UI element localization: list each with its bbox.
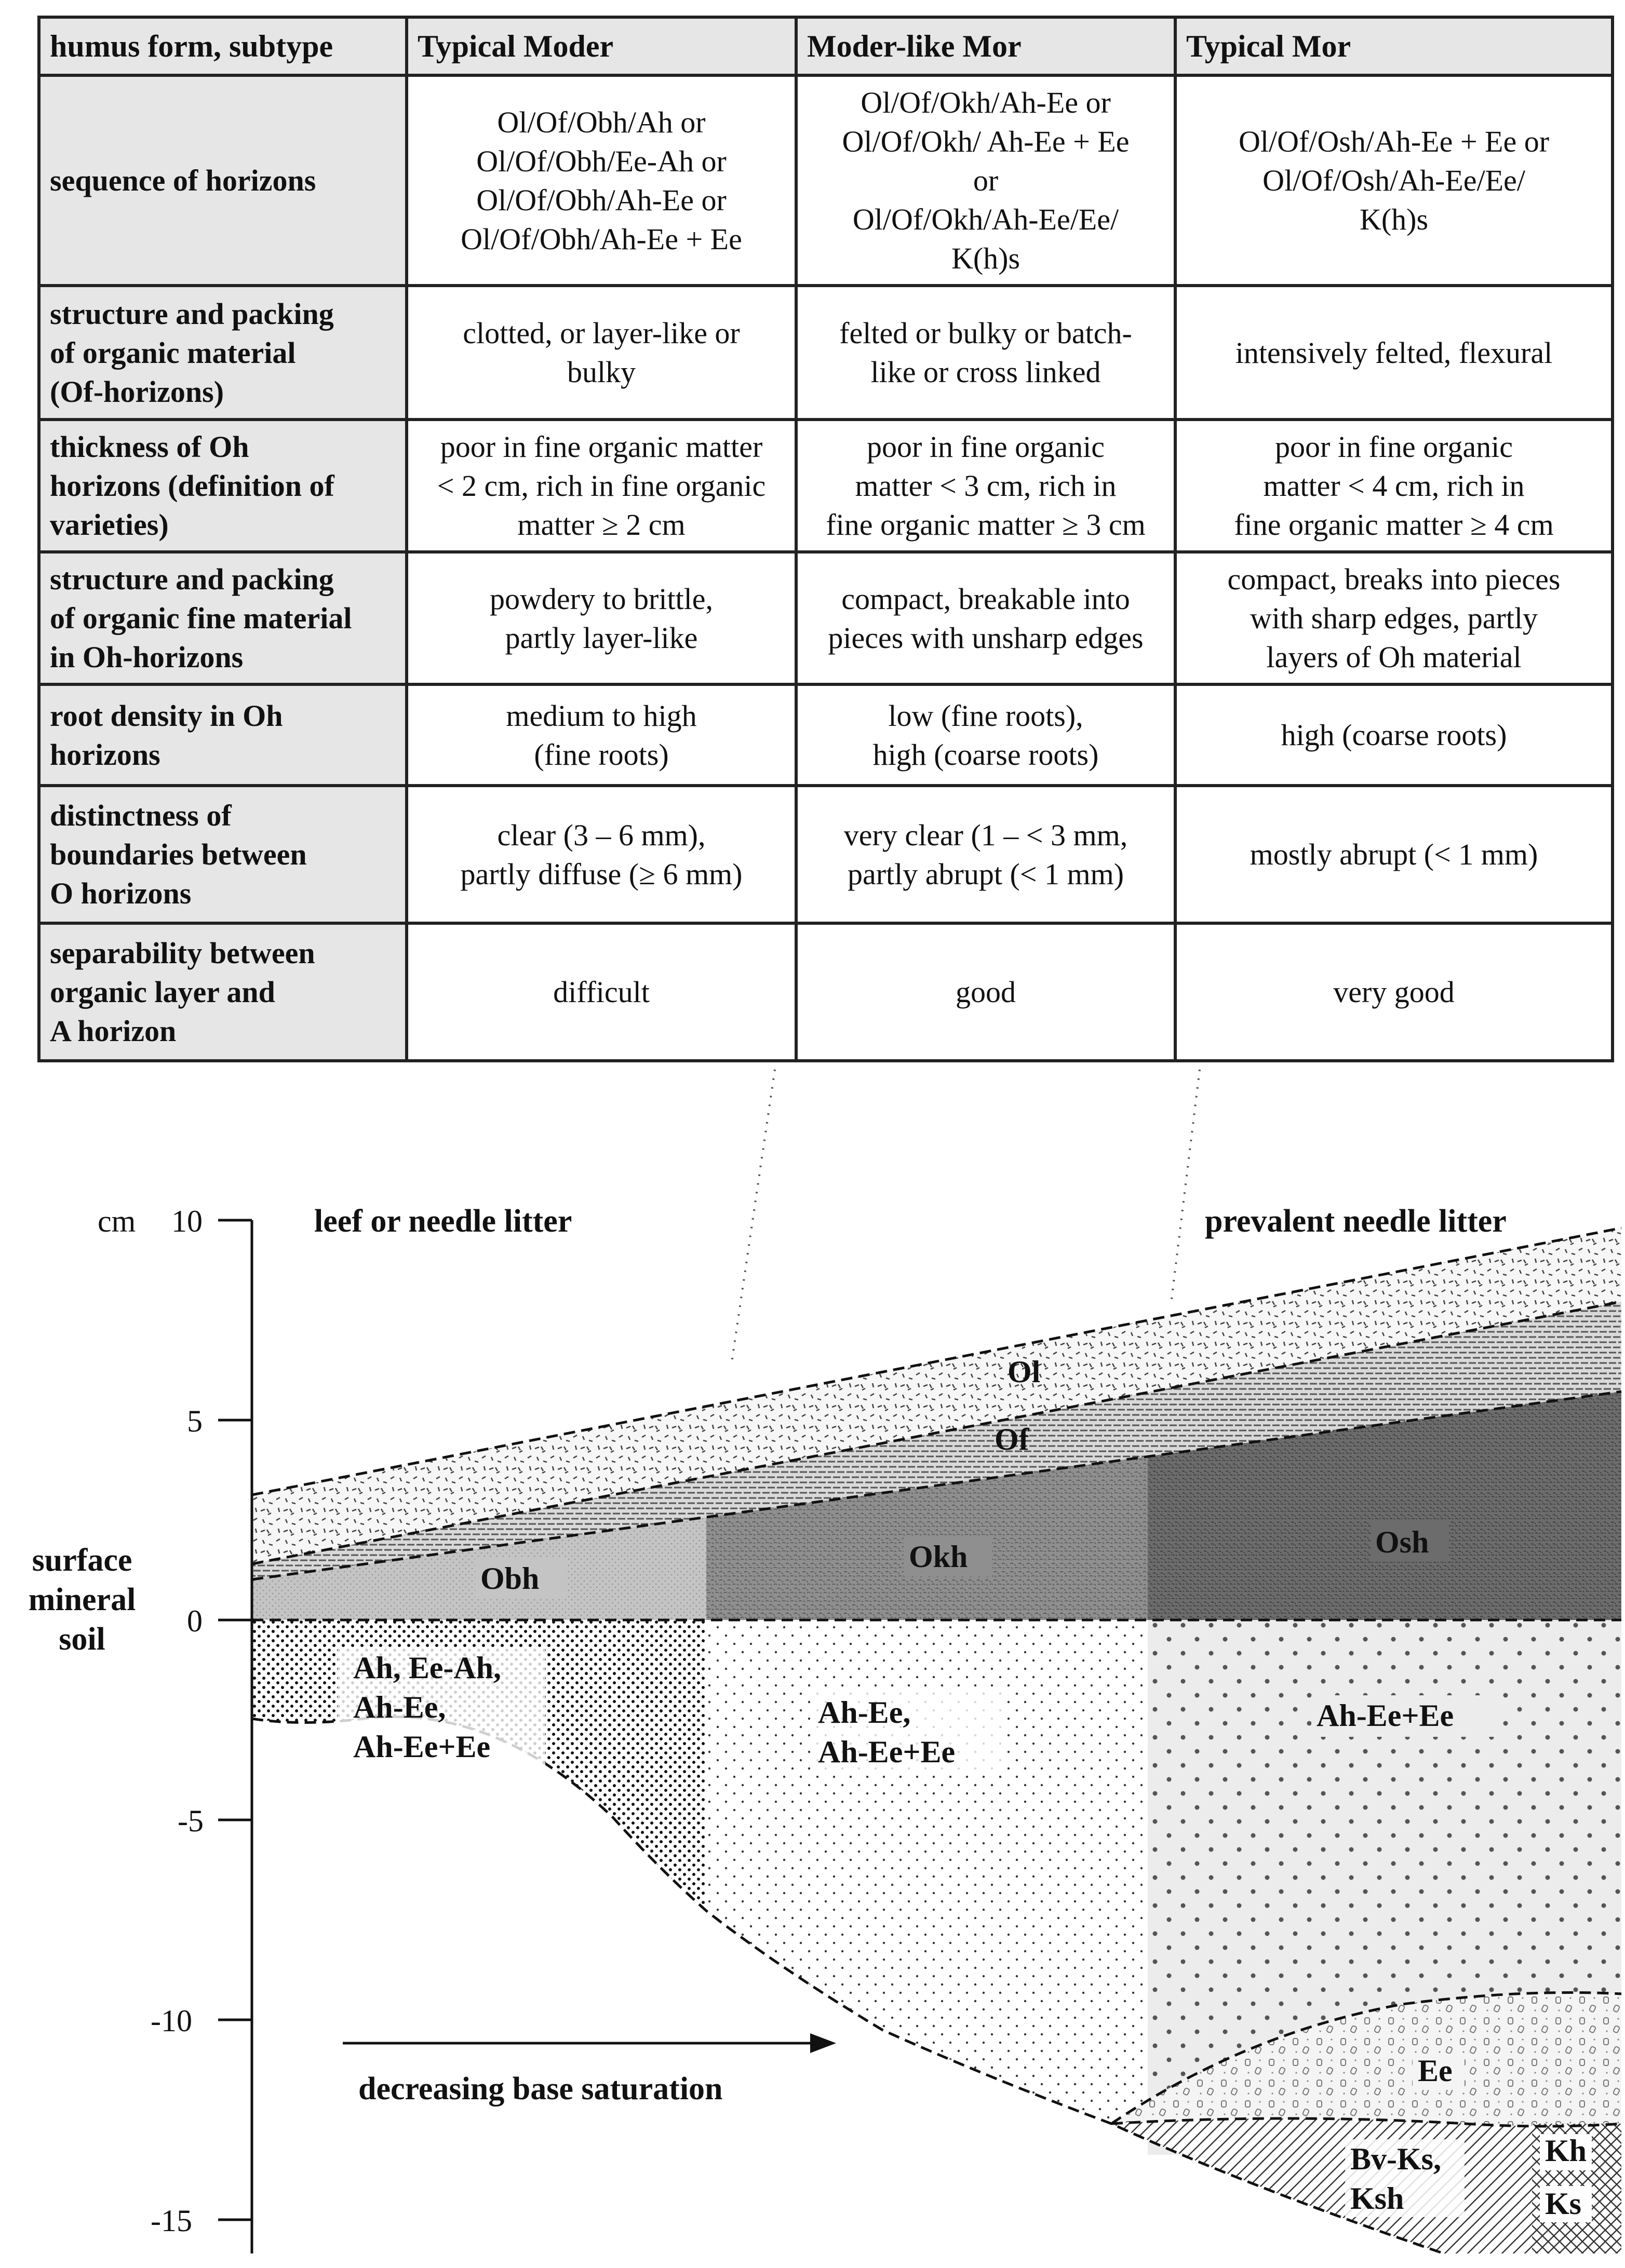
- table-cell: very good: [1175, 923, 1613, 1061]
- header-typical-moder: Typical Moder: [407, 17, 796, 75]
- row-label: structure and packing of organic material (Of-horizons): [39, 286, 407, 420]
- y-tick-label-5: 5: [187, 1404, 203, 1438]
- table-cell: felted or bulky or batch- like or cross linked: [796, 286, 1175, 420]
- header-typical-mor: Typical Mor: [1175, 17, 1613, 75]
- y-axis-unit: cm: [98, 1204, 136, 1238]
- table-cell: poor in fine organic matter < 2 cm, rich in fine organic matter ≥ 2 cm: [407, 420, 796, 552]
- table-cell: Ol/Of/Okh/Ah-Ee or Ol/Of/Okh/ Ah-Ee + Ee or Ol/Of/Okh/Ah-Ee/Ee/ K(h)s: [796, 75, 1175, 286]
- header-humus-form: humus form, subtype: [39, 17, 407, 75]
- decreasing-base-saturation-label: decreasing base saturation: [358, 2071, 723, 2107]
- table-row: [39, 923, 1613, 1061]
- moder-mineral-line-1: Ah, Ee-Ah,: [353, 1651, 502, 1685]
- label-osh: Osh: [1375, 1525, 1429, 1559]
- y-tick-label-10: 10: [171, 1204, 203, 1238]
- table-row: [39, 684, 1613, 786]
- table-cell: compact, breaks into pieces with sharp edges, partly layers of Oh material: [1175, 552, 1613, 684]
- label-ol: Ol: [1008, 1355, 1041, 1389]
- label-of: Of: [995, 1422, 1029, 1456]
- table-cell: Ol/Of/Osh/Ah-Ee + Ee or Ol/Of/Osh/Ah-Ee/Ee/ K(h)s: [1175, 75, 1613, 286]
- table-cell: clotted, or layer-like or bulky: [407, 286, 796, 420]
- surface-mineral-soil-label-1: surface: [32, 1543, 132, 1578]
- table-cell: very clear (1 – < 3 mm, partly abrupt (< 1 mm): [796, 786, 1175, 923]
- moder-mineral-line-2: Ah-Ee,: [353, 1690, 446, 1724]
- table-cell: poor in fine organic matter < 4 cm, rich in fine organic matter ≥ 4 cm: [1175, 420, 1613, 552]
- row-label: separability between organic layer and A horizon: [39, 923, 407, 1061]
- kh-label: Kh: [1545, 2134, 1587, 2168]
- table-row: [39, 75, 1613, 286]
- table-cell: poor in fine organic matter < 3 cm, rich in fine organic matter ≥ 3 cm: [796, 420, 1175, 552]
- prevalent-needle-litter-label: prevalent needle litter: [1205, 1204, 1507, 1239]
- table-cell: Ol/Of/Obh/Ah or Ol/Of/Obh/Ee-Ah or Ol/Of/Obh/Ah-Ee or Ol/Of/Obh/Ah-Ee + Ee: [407, 75, 796, 286]
- table-cell: medium to high (fine roots): [407, 684, 796, 786]
- moder-like-mineral-line-2: Ah-Ee+Ee: [818, 1735, 956, 1769]
- surface-mineral-soil-label-3: soil: [59, 1622, 105, 1657]
- header-moder-like-mor: Moder-like Mor: [796, 17, 1175, 75]
- table-cell: compact, breakable into pieces with unsharp edges: [796, 552, 1175, 684]
- row-label: root density in Oh horizons: [39, 684, 407, 786]
- moder-mineral-line-3: Ah-Ee+Ee: [353, 1730, 491, 1764]
- mor-mineral-label: Ah-Ee+Ee: [1317, 1698, 1454, 1733]
- table-header-row: [39, 17, 1613, 75]
- table-cell: difficult: [407, 923, 796, 1061]
- row-label: thickness of Oh horizons (definition of varieties): [39, 420, 407, 552]
- table-row: [39, 286, 1613, 420]
- moder-like-mineral-line-1: Ah-Ee,: [818, 1695, 911, 1730]
- table-cell: mostly abrupt (< 1 mm): [1175, 786, 1613, 923]
- moder-mineral-label: [338, 1649, 545, 1768]
- label-obh: Obh: [480, 1561, 540, 1596]
- table-cell: clear (3 – 6 mm), partly diffuse (≥ 6 mm): [407, 786, 796, 923]
- leaf-or-needle-litter-label: leef or needle litter: [314, 1204, 572, 1239]
- ks-label: Ks: [1545, 2186, 1582, 2221]
- row-label: sequence of horizons: [39, 75, 407, 286]
- table-cell: high (coarse roots): [1175, 684, 1613, 786]
- bv-ks-label-1: Bv-Ks,: [1350, 2142, 1442, 2176]
- y-tick-label-minus10: -10: [151, 2004, 192, 2038]
- table-cell: intensively felted, flexural: [1175, 286, 1613, 420]
- y-tick-label-minus5: -5: [178, 1804, 204, 1838]
- moder-like-mineral-label: [810, 1693, 1002, 1776]
- label-okh: Okh: [909, 1540, 968, 1574]
- table-row: [39, 786, 1613, 923]
- table-row: [39, 552, 1613, 684]
- dotted-guide-left: [731, 1070, 775, 1366]
- table-cell: powdery to brittle, partly layer-like: [407, 552, 796, 684]
- table-cell: good: [796, 923, 1175, 1061]
- y-axis-ticks: [218, 1220, 252, 2220]
- ee-label: Ee: [1418, 2054, 1453, 2088]
- soil-profile-diagram: [0, 1059, 1625, 2268]
- row-label: structure and packing of organic fine material in Oh-horizons: [39, 552, 407, 684]
- table-cell: low (fine roots), high (coarse roots): [796, 684, 1175, 786]
- dotted-guide-right: [1171, 1070, 1200, 1303]
- row-label: distinctness of boundaries between O horizons: [39, 786, 407, 923]
- y-tick-label-minus15: -15: [151, 2204, 192, 2238]
- bv-ks-label-2: Ksh: [1350, 2181, 1404, 2216]
- table-row: [39, 420, 1613, 552]
- y-tick-label-0: 0: [187, 1604, 203, 1638]
- surface-mineral-soil-label-2: mineral: [28, 1582, 136, 1617]
- arrow-head-icon: [810, 2033, 836, 2053]
- humus-form-table: [37, 16, 1614, 1062]
